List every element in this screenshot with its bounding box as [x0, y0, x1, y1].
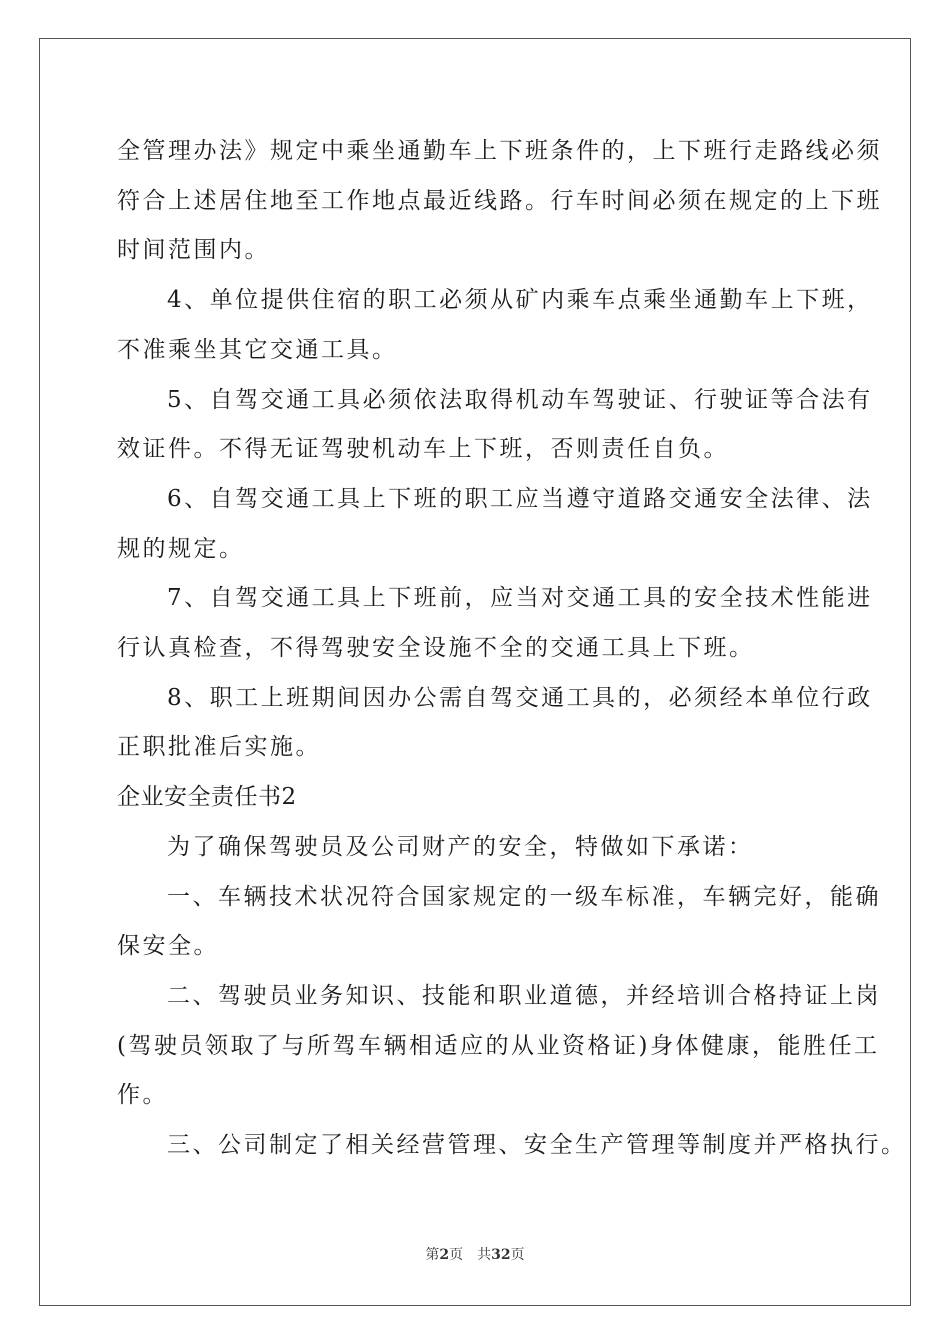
item-6-line-2: 规的规定。 [117, 535, 245, 562]
item-7-line-2: 行认真检查，不得驾驶安全设施不全的交通工具上下班。 [117, 635, 755, 662]
item-8-line-1: 8、职工上班期间因办公需自驾交通工具的，必须经本单位行政 [167, 684, 873, 711]
current-page-number: 2 [439, 1247, 450, 1263]
pledge-2-line-3: 作。 [117, 1082, 168, 1109]
section-heading: 企业安全责任书2 [117, 784, 297, 811]
pledge-1-line-1: 一、车辆技术状况符合国家规定的一级车标准，车辆完好，能确 [167, 883, 881, 910]
page-number-footer [0, 1244, 950, 1264]
item-6-line-1: 6、自驾交通工具上下班的职工应当遵守道路交通安全法律、法 [167, 485, 873, 512]
total-suffix: 页 [510, 1247, 525, 1263]
item-4-line-2: 不准乘坐其它交通工具。 [117, 336, 398, 363]
item-4-line-1: 4、单位提供住宿的职工必须从矿内乘车点乘坐通勤车上下班， [167, 287, 873, 314]
total-prefix: 共 [477, 1247, 492, 1263]
body-line-2: 符合上述居住地至工作地点最近线路。行车时间必须在规定的上下班 [117, 187, 882, 214]
body-line-1: 全管理办法》规定中乘坐通勤车上下班条件的，上下班行走路线必须 [117, 138, 882, 164]
intro-line: 为了确保驾驶员及公司财产的安全，特做如下承诺： [167, 833, 754, 860]
item-5-line-2: 效证件。不得无证驾驶机动车上下班，否则责任自负。 [117, 436, 729, 463]
document-body [117, 127, 907, 1171]
page-prefix: 第 [425, 1247, 440, 1263]
pledge-2-line-1: 二、驾驶员业务知识、技能和职业道德，并经培训合格持证上岗 [167, 982, 881, 1009]
pledge-3-line-1: 三、公司制定了相关经营管理、安全生产管理等制度并严格执行。 [167, 1132, 907, 1159]
body-line-3: 时间范围内。 [117, 237, 270, 264]
page-suffix: 页 [449, 1247, 464, 1263]
item-5-line-1: 5、自驾交通工具必须依法取得机动车驾驶证、行驶证等合法有 [167, 386, 873, 413]
item-8-line-2: 正职批准后实施。 [117, 734, 321, 761]
pledge-2-line-2: (驾驶员领取了与所驾车辆相适应的从业资格证)身体健康，能胜任工 [117, 1032, 880, 1059]
pledge-1-line-2: 保安全。 [117, 933, 219, 960]
total-page-number: 32 [491, 1247, 511, 1263]
item-7-line-1: 7、自驾交通工具上下班前，应当对交通工具的安全技术性能进 [167, 585, 873, 612]
